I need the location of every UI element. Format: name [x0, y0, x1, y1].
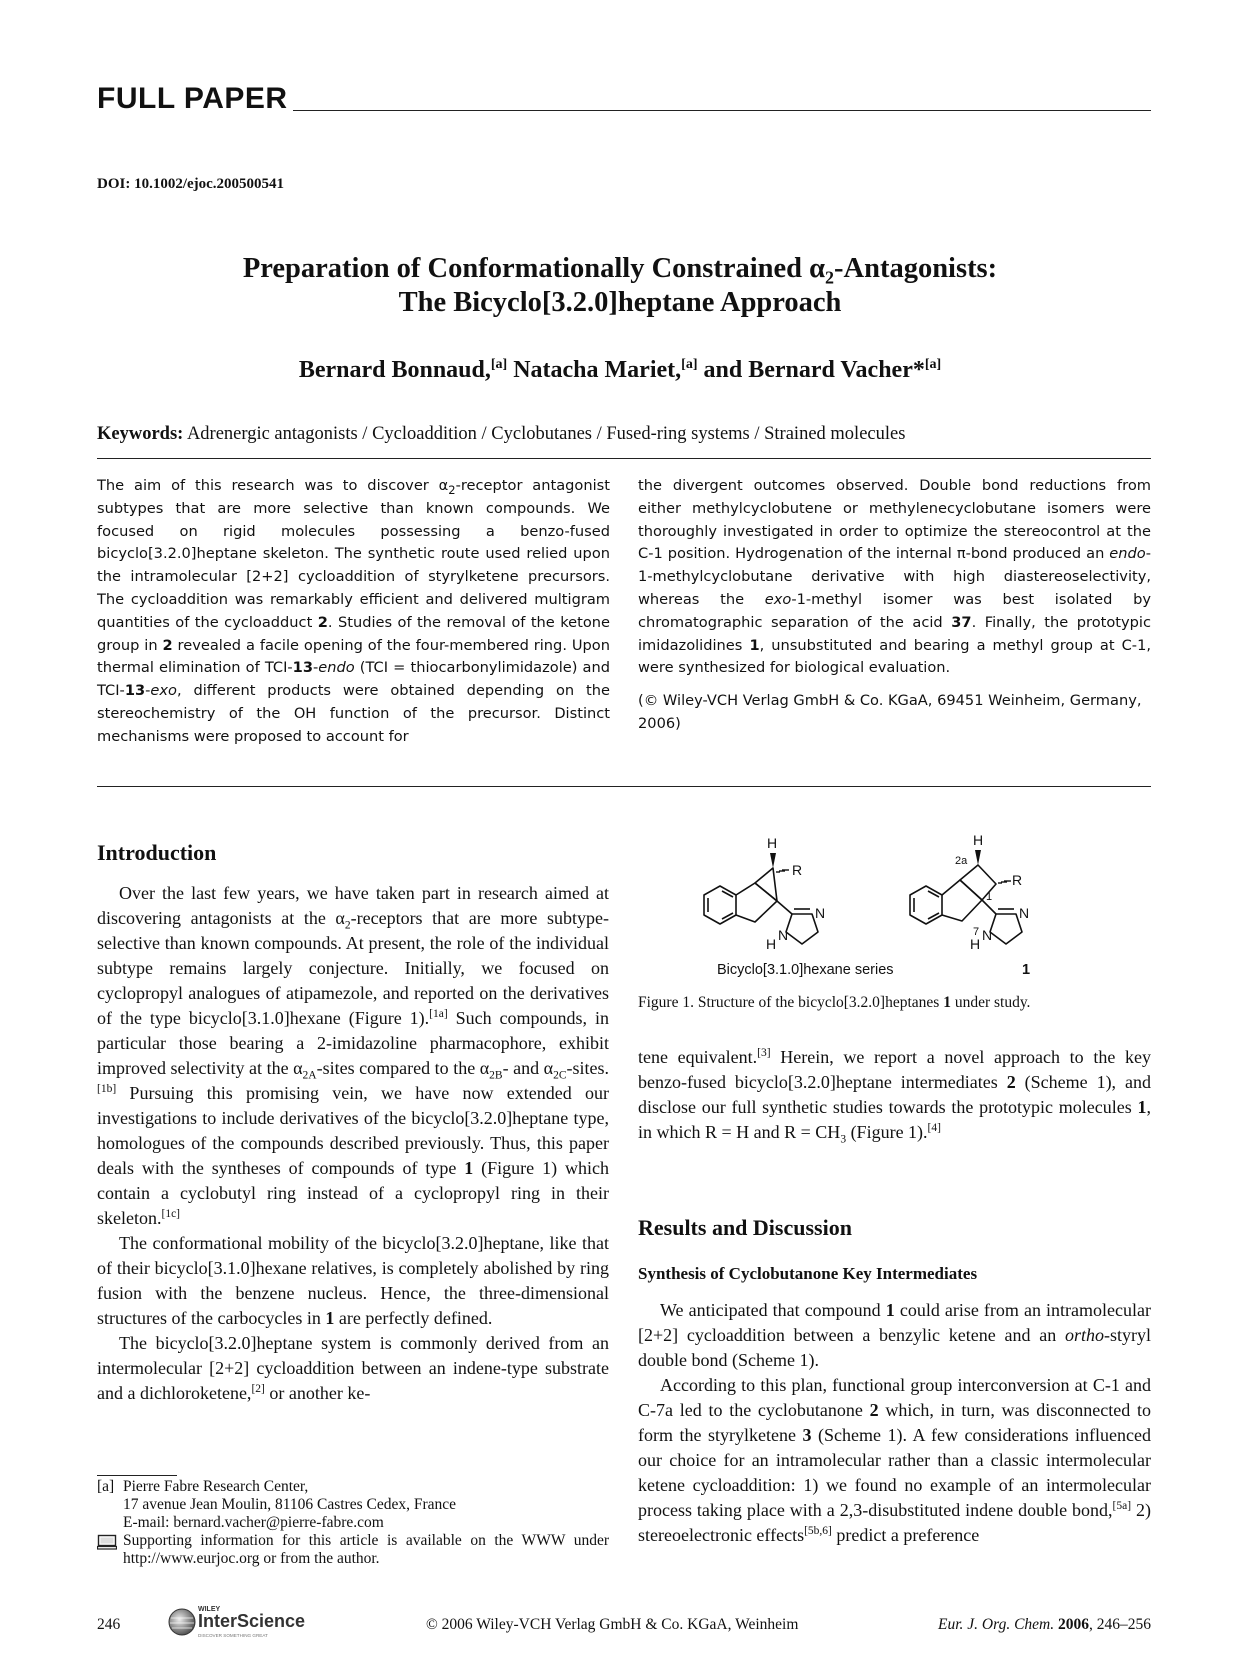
compound-ref: 3 — [802, 1425, 812, 1445]
abstract-text: revealed a facile opening of the four-membered ring. Upon thermal elimination of TCI- — [97, 636, 610, 677]
author-affiliation: [a] — [924, 357, 942, 372]
series-label: Bicyclo[3.1.0]hexane series — [717, 962, 894, 978]
caption-text: under study. — [950, 994, 1031, 1011]
citation[interactable]: [1c] — [161, 1208, 181, 1220]
abstract-text: (TCI = thiocarbonylimidazole) and TCI- — [97, 659, 611, 700]
citation[interactable]: [3] — [757, 1047, 771, 1059]
compound-ref: 1 — [464, 1158, 474, 1178]
figure-caption — [638, 994, 1030, 1012]
abstract-text: -1-methylcyclobutane derivative with high diastereoselectivity, whereas the — [638, 545, 1151, 608]
supporting-info-text: Supporting information for this article is available on the WWW under http://www.eurjoc.org or from the author. — [123, 1532, 609, 1567]
compound-ref: 2 — [317, 613, 328, 631]
text: Herein, we report a novel approach to the key benzo-fused bicyclo[3.2.0]heptane intermediates — [638, 1047, 1151, 1092]
abstract-text: -receptor antagonist subtypes that are more selective than known compounds. We focused on rigid molecules possessing a benzo-fused bicyclo[3.2.0]heptane skeleton. The synthetic route used relied upon the intramolecular [2+2] cycloaddition of styrylketene precursors. The cycloaddition was remarkably efficient and delivered multigram quantities of the cycloadduct — [97, 477, 610, 631]
page-number: 246 — [97, 1616, 121, 1633]
compound-ref: 2 — [1006, 1072, 1016, 1092]
atom-locant: 1 — [986, 891, 993, 903]
keywords-text: Adrenergic antagonists / Cycloaddition / Cyclobutanes / Fused-ring systems / Strained molecules — [186, 424, 906, 444]
affiliation-mark: [a] — [97, 1478, 115, 1495]
abstract-italic: endo — [1109, 545, 1146, 563]
compound-ref: 1 — [943, 994, 951, 1011]
interscience-logo — [166, 1600, 336, 1640]
paragraph — [638, 1045, 1151, 1145]
text: Pursuing this promising vein, we have now extended our investigations to include derivatives of the bicyclo[3.2.0]heptane type, homologues of the compounds described previously. Thus, this paper deals with the syntheses of compounds of type — [97, 1083, 609, 1178]
text: 2) stereoelectronic effects — [638, 1500, 1151, 1545]
keywords-rule — [97, 458, 1151, 459]
author-list — [140, 357, 1100, 384]
text: tene equivalent. — [638, 1047, 758, 1067]
subscript: 2B — [489, 1069, 503, 1082]
abstract-text: , different products were obtained depending on the stereochemistry of the OH function of the precursor. Distinct mechanisms were proposed to account for — [97, 682, 610, 745]
affiliation-line: Pierre Fabre Research Center, — [123, 1478, 309, 1495]
author-name: Bernard Vacher* — [748, 357, 925, 383]
compound-ref: 1 — [885, 1300, 895, 1320]
compound-ref: 1 — [325, 1308, 335, 1328]
atom-r: R — [1012, 872, 1023, 888]
text: (Scheme 1), and disclose our full synthetic studies towards the prototypic molecules — [638, 1072, 1151, 1117]
citation[interactable]: [1a] — [429, 1008, 448, 1020]
compound-ref: 1 — [749, 636, 760, 654]
footnotes — [97, 1478, 609, 1568]
keywords — [97, 424, 905, 445]
atom-h: H — [766, 936, 777, 952]
title-line1-post: -Antagonists: — [834, 253, 998, 284]
text: We anticipated that compound — [660, 1300, 886, 1320]
text: - and α — [502, 1058, 554, 1078]
text: Such compounds, in particular those bearing a 2-imidazoline pharmacophore, exhibit improved selectivity at the α — [97, 1008, 609, 1078]
abstract-italic: exo — [764, 590, 792, 608]
text: which, in turn, was disconnected to form the styrylketene — [638, 1400, 1151, 1445]
compound-ref: 2 — [869, 1400, 879, 1420]
affiliation-email[interactable]: E-mail: bernard.vacher@pierre-fabre.com — [123, 1514, 384, 1531]
footer-copyright: © 2006 Wiley-VCH Verlag GmbH & Co. KGaA, Weinheim — [426, 1616, 799, 1633]
subscript: 2 — [344, 919, 351, 932]
compound-label: 1 — [1022, 962, 1031, 978]
subscript: 2C — [553, 1069, 567, 1082]
text: -sites. — [566, 1058, 609, 1078]
author-affiliation: [a] — [681, 357, 698, 372]
doi[interactable]: DOI: 10.1002/ejoc.200500541 — [97, 176, 285, 192]
paragraph — [97, 1331, 609, 1406]
abstract-text: - — [312, 659, 319, 677]
title-line2: The Bicyclo[3.2.0]heptane Approach — [398, 287, 842, 318]
text: or another ke- — [264, 1383, 371, 1403]
right-column-text-2 — [638, 1298, 1151, 1548]
abstract-text: . Finally, the prototypic imidazolidines — [638, 613, 1151, 654]
introduction-heading: Introduction — [97, 840, 217, 865]
subscript: 3 — [840, 1133, 847, 1146]
abstract-italic: exo — [150, 682, 177, 700]
abstract-text: the divergent outcomes observed. Double bond reductions from either methylcyclobutene or methylenecyclobutane isomers were thoroughly investigated in order to optimize the stereocontrol at the C-1 position. Hydrogenation of the internal π-bond produced an — [638, 477, 1151, 563]
text: The bicyclo[3.2.0]heptane system is commonly derived from an intermolecular [2+2] cycloaddition between an indene-type substrate and a dichloroketene, — [97, 1333, 609, 1403]
author-and: and — [703, 357, 743, 383]
paragraph — [638, 1373, 1151, 1548]
abstract-italic: endo — [318, 659, 355, 677]
introduction-text — [97, 881, 609, 1406]
figure-1-structures — [640, 828, 1150, 978]
text: According to this plan, functional group interconversion at C-1 and C-7a led to the cyclobutanone — [638, 1375, 1151, 1420]
title-line1-sub: 2 — [825, 267, 835, 288]
abstract-left — [97, 475, 610, 749]
abstract-text: , unsubstituted and bearing a methyl group at C-1, were synthesized for biological evaluation. — [638, 636, 1151, 677]
computer-monitor-icon — [97, 1534, 117, 1555]
atom-h: H — [973, 832, 984, 848]
abstract-sub: 2 — [448, 482, 456, 497]
text: (Scheme 1). A few considerations influenced our choice for an intramolecular rather than a classic intermolecular ketene cycloaddition: 1) we found no example of an intermolecular process taking place with a 2,3-disubstituted indene double bond, — [638, 1425, 1151, 1520]
abstract-text: . Studies of the removal of the ketone group in — [97, 613, 610, 654]
compound-ref: 37 — [951, 613, 972, 631]
footnote-rule — [97, 1475, 177, 1476]
text: -receptors that are more subtype-selective than known compounds. At present, the role of the individual subtype remains largely conjecture. Initially, we focused on cyclopropyl analogues of atipamezole, and reported on the derivatives of the type bicyclo[3.1.0]hexane (Figure 1). — [97, 908, 609, 1028]
keywords-label: Keywords: — [97, 424, 184, 444]
compound-ref: 13 — [292, 659, 313, 677]
author-name: Bernard Bonnaud, — [298, 357, 491, 383]
section-label: FULL PAPER — [97, 82, 288, 115]
abstract-text: - — [145, 682, 151, 700]
logo-main: InterScience — [198, 1611, 306, 1631]
atom-h: H — [970, 936, 981, 952]
text: (Figure 1) which contain a cyclobutyl ring instead of a cyclopropyl ring in their skeleton. — [97, 1158, 609, 1228]
text: predict a preference — [831, 1525, 980, 1545]
abstract-right-body — [638, 475, 1151, 680]
text: are perfectly defined. — [334, 1308, 493, 1328]
author-affiliation: [a] — [490, 357, 508, 372]
supporting-info-footnote — [97, 1532, 609, 1568]
author-name: Natacha Mariet, — [513, 357, 682, 383]
affiliation-line: 17 avenue Jean Moulin, 81106 Castres Cedex, France — [123, 1496, 457, 1513]
affiliation-footnote — [97, 1478, 609, 1532]
abstract-right — [638, 475, 1151, 736]
paragraph — [97, 881, 609, 1231]
logo-top: WILEY — [198, 1606, 221, 1613]
subscript: 2A — [302, 1069, 317, 1082]
atom-n: N — [815, 905, 826, 921]
compound-ref: 13 — [124, 682, 146, 700]
journal-pages: , 246–256 — [1089, 1616, 1151, 1633]
paragraph — [638, 1298, 1151, 1373]
citation[interactable]: [1b] — [97, 1083, 117, 1095]
paragraph — [97, 1231, 609, 1331]
journal-reference — [880, 1616, 1151, 1634]
caption-text: Figure 1. Structure of the bicyclo[3.2.0]heptanes — [638, 994, 944, 1011]
atom-n: N — [778, 927, 789, 943]
citation[interactable]: [4] — [927, 1122, 941, 1134]
logo-tagline: DISCOVER SOMETHING GREAT — [198, 1633, 268, 1638]
atom-locant: 7 — [973, 926, 980, 938]
text: (Figure 1). — [846, 1122, 928, 1142]
atom-r: R — [792, 862, 803, 878]
atom-h: H — [767, 835, 778, 851]
right-column-text-1 — [638, 1045, 1151, 1145]
synthesis-subheading: Synthesis of Cyclobutanone Key Intermediates — [638, 1264, 978, 1283]
text: -sites compared to the α — [316, 1058, 490, 1078]
abstract-rule — [97, 786, 1151, 787]
benzene-ring-left — [704, 886, 736, 924]
text: could arise from an intramolecular [2+2] cycloaddition between a benzylic ketene and an — [638, 1300, 1152, 1345]
results-heading: Results and Discussion — [638, 1215, 852, 1240]
text: The conformational mobility of the bicyclo[3.2.0]heptane, like that of their bicyclo[3.1.0]hexane relatives, is completely abolished by ring fusion with the benzene nucleus. Hence, the three-dimensional structures of the carbocycles in — [97, 1233, 609, 1328]
atom-n: N — [982, 927, 993, 943]
journal-name: Eur. J. Org. Chem. — [938, 1616, 1055, 1633]
compound-ref: 1 — [1137, 1097, 1147, 1117]
citation[interactable]: [2] — [251, 1383, 265, 1395]
article-title — [140, 252, 1100, 320]
italic-text: ortho — [1064, 1325, 1104, 1345]
text: Over the last few years, we have taken part in research aimed at discovering antagonists at the α — [97, 883, 609, 928]
text: , in which R = H and R = CH — [638, 1097, 1151, 1142]
citation[interactable]: [5a] — [1112, 1500, 1132, 1512]
abstract-text: -1-methyl isomer was best isolated by chromatographic separation of the acid — [638, 590, 1151, 631]
citation[interactable]: [5b,6] — [804, 1525, 832, 1537]
atom-locant: 2a — [955, 855, 968, 867]
atom-n: N — [1019, 905, 1030, 921]
title-line1-pre: Preparation of Conformationally Constrained α — [242, 253, 826, 284]
text: -styryl double bond (Scheme 1). — [638, 1325, 1151, 1370]
abstract-copyright: (© Wiley-VCH Verlag GmbH & Co. KGaA, 69451 Weinheim, Germany, 2006) — [638, 692, 1142, 732]
abstract-text: The aim of this research was to discover α — [97, 477, 449, 494]
compound-ref: 2 — [162, 636, 173, 654]
journal-year: 2006 — [1058, 1616, 1089, 1633]
header-rule — [293, 110, 1151, 111]
